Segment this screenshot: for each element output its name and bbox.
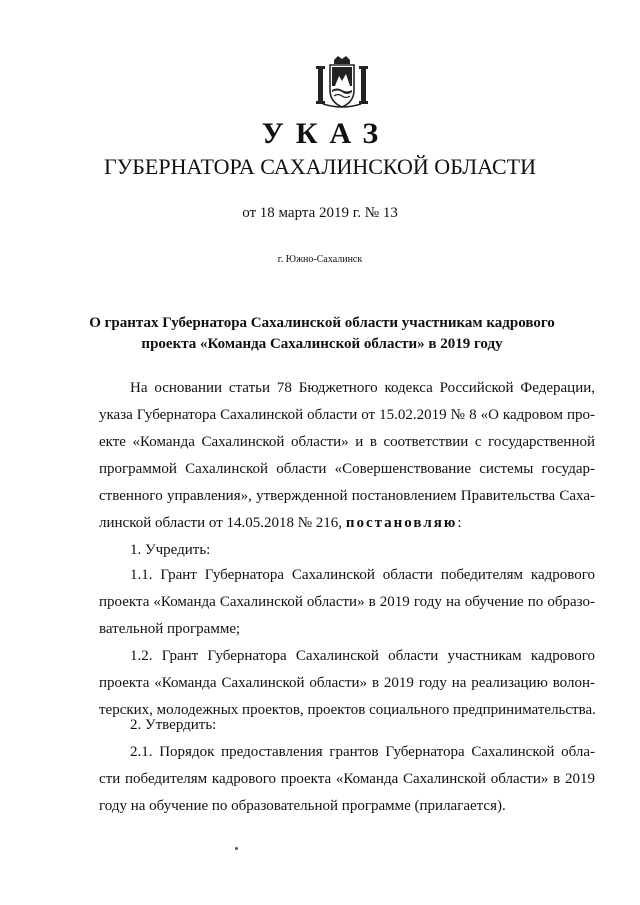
text-line: На основании статьи 78 Бюджетного кодекса Российской Федерации, xyxy=(130,380,595,396)
paragraph-basis xyxy=(99,375,595,537)
text-line: 2.1. Порядок предоставления грантов Губернатора Сахалинской обла- xyxy=(130,744,595,760)
text-line: 2. Утвердить: xyxy=(130,717,217,733)
text-line: указа Губернатора Сахалинской области от 15.02.2019 № 8 «О кадровом про- xyxy=(99,407,595,423)
text-line: терских, молодежных проектов, проектов социального предпринимательства. xyxy=(99,702,596,718)
text-line: проекта «Команда Сахалинской области» в 2019 году на обучение по образо- xyxy=(99,594,595,610)
text-line: сти победителям кадрового проекта «Команда Сахалинской области» в 2019 xyxy=(99,771,595,787)
paragraph-item-1-1 xyxy=(99,562,595,643)
text-line: программой Сахалинской области «Совершенствование системы государ- xyxy=(99,461,595,477)
document-title xyxy=(86,313,558,355)
paragraph-item-2 xyxy=(99,712,595,739)
document-city: г. Южно-Сахалинск xyxy=(277,254,363,265)
text-run: линской области от 14.05.2018 № 216, xyxy=(99,515,346,531)
text-run: : xyxy=(457,515,462,531)
coat-of-arms-icon xyxy=(315,56,369,110)
text-line: вательной программе; xyxy=(99,621,241,637)
text-line: проекта «Команда Сахалинской области» в 2019 году на реализацию волон- xyxy=(99,675,595,691)
text-line: 1. Учредить: xyxy=(130,542,211,558)
title-line: проекта «Команда Сахалинской области» в 2019 году xyxy=(141,336,503,352)
document-type: УКАЗ xyxy=(261,117,391,150)
text-line xyxy=(99,510,595,537)
text-line: 1.2. Грант Губернатора Сахалинской области участникам кадрового xyxy=(130,648,595,664)
text-line: ственного управления», утвержденной постановлением Правительства Саха- xyxy=(99,488,595,504)
text-line: екте «Команда Сахалинской области» и в соответствии с государственной xyxy=(99,434,595,450)
issuer: ГУБЕРНАТОРА САХАЛИНСКОЙ ОБЛАСТИ xyxy=(104,154,536,179)
document-date-number: от 18 марта 2019 г. № 13 xyxy=(242,205,398,221)
text-line: году на обучение по образовательной программе (прилагается). xyxy=(99,798,506,814)
title-line: О грантах Губернатора Сахалинской области участникам кадрового xyxy=(89,315,555,331)
scan-mark xyxy=(235,847,238,850)
paragraph-item-2-1 xyxy=(99,739,595,820)
text-line: 1.1. Грант Губернатора Сахалинской области победителям кадрового xyxy=(130,567,595,583)
paragraph-item-1 xyxy=(99,537,595,564)
decree-keyword: постановляю xyxy=(345,515,458,531)
